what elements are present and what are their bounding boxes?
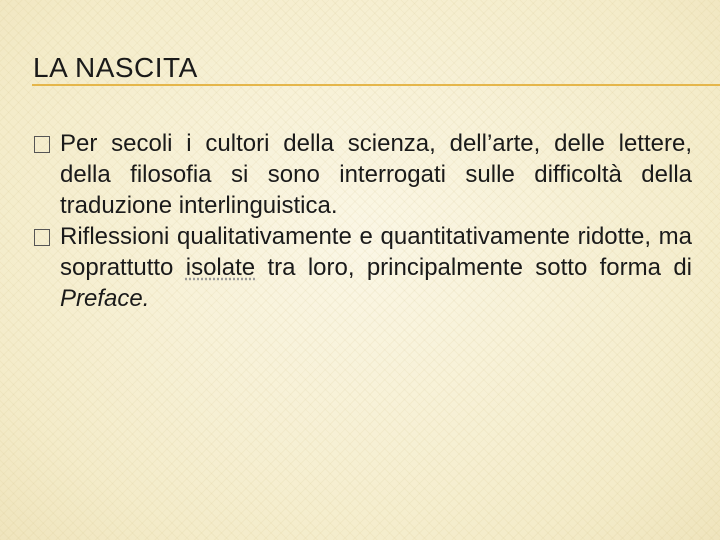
bullet-2-text-mid: tra loro, principalmente sotto forma di xyxy=(267,254,692,281)
slide-title: LA NASCITA xyxy=(33,52,198,83)
bullet-2-highlight: isolate xyxy=(185,254,256,281)
bullet-2-italic: Preface. xyxy=(60,285,150,312)
slide-content xyxy=(32,128,692,314)
bullet-item-1 xyxy=(32,128,692,221)
title-underline xyxy=(32,84,720,86)
square-bullet-icon xyxy=(34,136,50,153)
bullet-2-text-before: Riflessioni qualitativamente e quantitativamente ridotte, ma soprattutto xyxy=(60,223,692,281)
square-bullet-icon xyxy=(34,229,50,246)
bullet-item-2 xyxy=(32,221,692,314)
bullet-1-text: Per secoli i cultori della scienza, dell’arte, delle lettere, della filosofia si sono interrogati sulle difficoltà della traduzione interlinguistica. xyxy=(60,130,692,219)
